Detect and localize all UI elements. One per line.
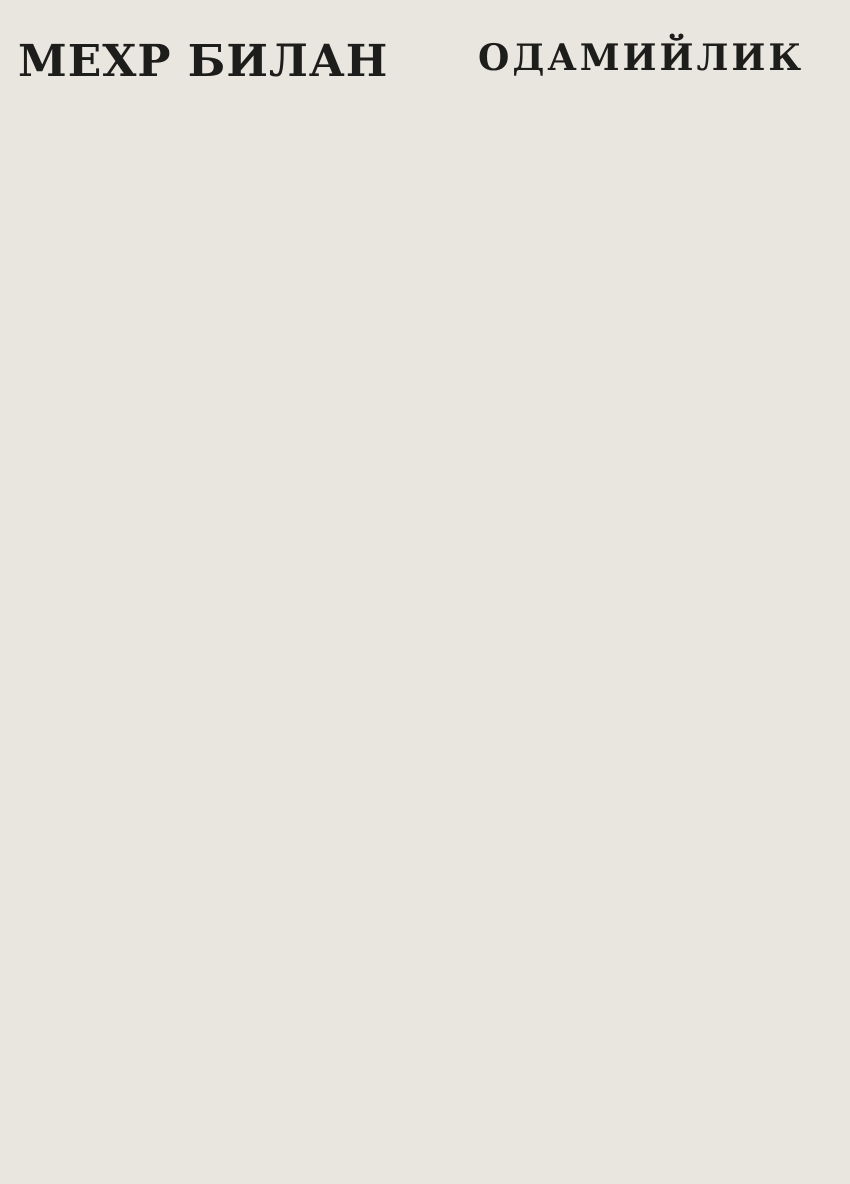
- headline-left: МЕХР БИЛАН: [18, 36, 389, 87]
- headline-right: ОДАМИЙЛИК: [478, 37, 805, 79]
